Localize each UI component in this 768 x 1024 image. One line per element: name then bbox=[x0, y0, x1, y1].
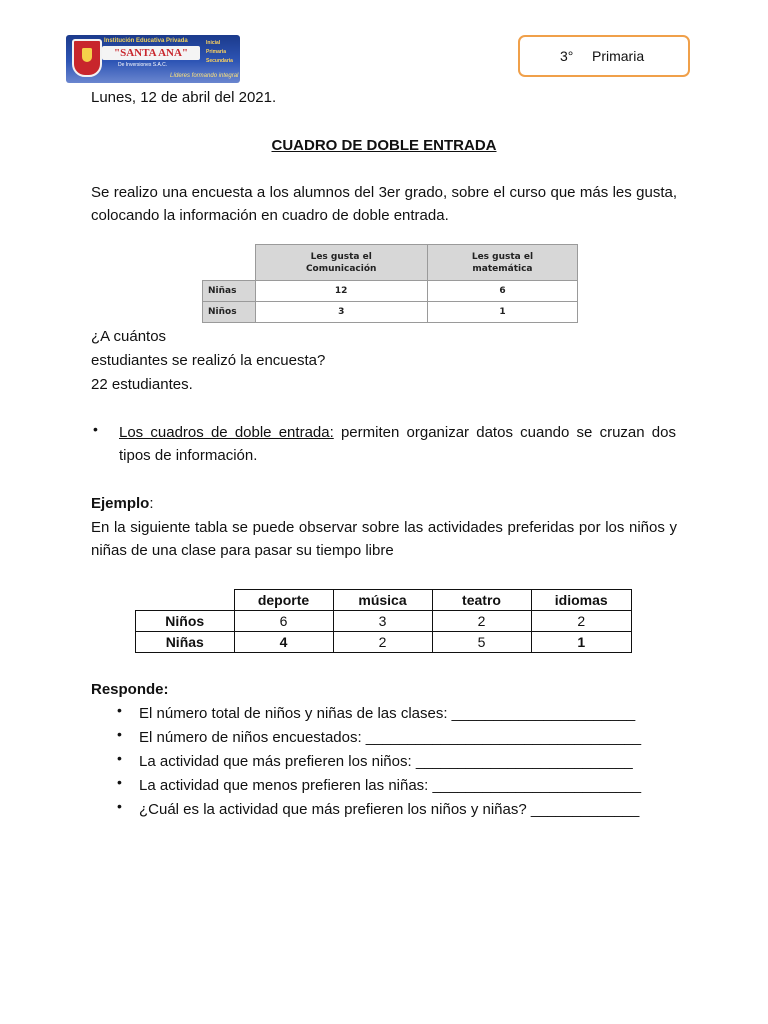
table-row bbox=[203, 281, 578, 302]
row-label: Niñas bbox=[203, 281, 256, 302]
table-cell: 1 bbox=[427, 302, 577, 323]
school-logo bbox=[66, 35, 240, 83]
table-row bbox=[136, 611, 632, 632]
bullet-icon: • bbox=[117, 750, 122, 766]
bullet-icon: • bbox=[93, 421, 98, 437]
example-colon: : bbox=[149, 495, 154, 512]
bullet-icon: • bbox=[117, 726, 122, 742]
definition-term: Los cuadros de doble entrada: bbox=[119, 424, 334, 441]
row-label: Niños bbox=[136, 611, 235, 632]
page-title: CUADRO DE DOBLE ENTRADA bbox=[271, 137, 497, 154]
logo-subtitle: De Inversiones S.A.C. bbox=[118, 62, 168, 68]
row-label: Niños bbox=[203, 302, 256, 323]
question-answer: 22 estudiantes. bbox=[91, 376, 193, 393]
grade-label: 3° bbox=[560, 48, 574, 64]
column-header bbox=[427, 245, 577, 281]
definition-paragraph bbox=[119, 421, 676, 467]
courses-table bbox=[202, 244, 578, 323]
intro-paragraph: Se realizo una encuesta a los alumnos del 3er grado, sobre el curso que más les gusta, colocando la información en cuadro de doble entrada. bbox=[91, 184, 677, 224]
logo-levels bbox=[206, 39, 233, 66]
table-corner bbox=[203, 245, 256, 281]
responde-item: ¿Cuál es la actividad que más prefieren los niños y niñas? _____________ bbox=[139, 801, 640, 818]
logo-level: Inicial bbox=[206, 40, 221, 46]
table-cell: 2 bbox=[531, 611, 632, 632]
question-line-2: estudiantes se realizó la encuesta? bbox=[91, 352, 326, 369]
definition-text: permiten organizar datos cuando se cruzan dos tipos de información. bbox=[119, 424, 676, 464]
table-cell: 6 bbox=[234, 611, 333, 632]
example-paragraph: En la siguiente tabla se puede observar sobre las actividades preferidas por los niños y niñas de una clase para pasar su tiempo libre bbox=[91, 519, 677, 559]
responde-item: La actividad que más prefieren los niños: __________________________ bbox=[139, 753, 633, 770]
example-label-line bbox=[91, 492, 154, 515]
column-header: música bbox=[333, 590, 432, 611]
bullet-icon: • bbox=[117, 798, 122, 814]
table-cell: 5 bbox=[432, 632, 531, 653]
example-label: Ejemplo bbox=[91, 495, 150, 512]
row-label: Niñas bbox=[136, 632, 235, 653]
table-cell: 2 bbox=[432, 611, 531, 632]
table-corner bbox=[136, 590, 235, 611]
column-header: idiomas bbox=[531, 590, 632, 611]
column-header-label: Les gusta el Comunicación bbox=[305, 251, 377, 274]
table-cell: 3 bbox=[333, 611, 432, 632]
date-text: Lunes, 12 de abril del 2021. bbox=[91, 89, 277, 106]
table-cell: 6 bbox=[427, 281, 577, 302]
column-header: deporte bbox=[234, 590, 333, 611]
activities-table bbox=[135, 589, 632, 653]
responde-label: Responde: bbox=[91, 681, 169, 698]
logo-name: "SANTA ANA" bbox=[102, 46, 200, 60]
responde-item: El número de niños encuestados: _________________________________ bbox=[139, 729, 642, 746]
table-cell: 3 bbox=[255, 302, 427, 323]
logo-institution: Institución Educativa Privada bbox=[104, 38, 188, 44]
table-cell: 12 bbox=[255, 281, 427, 302]
shield-icon bbox=[72, 39, 102, 77]
column-header bbox=[255, 245, 427, 281]
table-cell: 2 bbox=[333, 632, 432, 653]
bullet-icon: • bbox=[117, 702, 122, 718]
logo-motto: Líderes formando integral bbox=[170, 73, 239, 79]
table-row bbox=[136, 632, 632, 653]
responde-item: El número total de niños y niñas de las clases: ______________________ bbox=[139, 705, 636, 722]
responde-item: La actividad que menos prefieren las niñas: _________________________ bbox=[139, 777, 642, 794]
column-header-label: Les gusta el matemática bbox=[471, 251, 534, 274]
grade-box bbox=[518, 35, 690, 77]
column-header: teatro bbox=[432, 590, 531, 611]
logo-level: Primaria bbox=[206, 49, 227, 55]
table-cell: 4 bbox=[234, 632, 333, 653]
question-line-1: ¿A cuántos bbox=[91, 328, 167, 345]
table-cell: 1 bbox=[531, 632, 632, 653]
level-label: Primaria bbox=[592, 48, 645, 64]
logo-level: Secundaria bbox=[206, 58, 233, 64]
table-row bbox=[203, 302, 578, 323]
bullet-icon: • bbox=[117, 774, 122, 790]
